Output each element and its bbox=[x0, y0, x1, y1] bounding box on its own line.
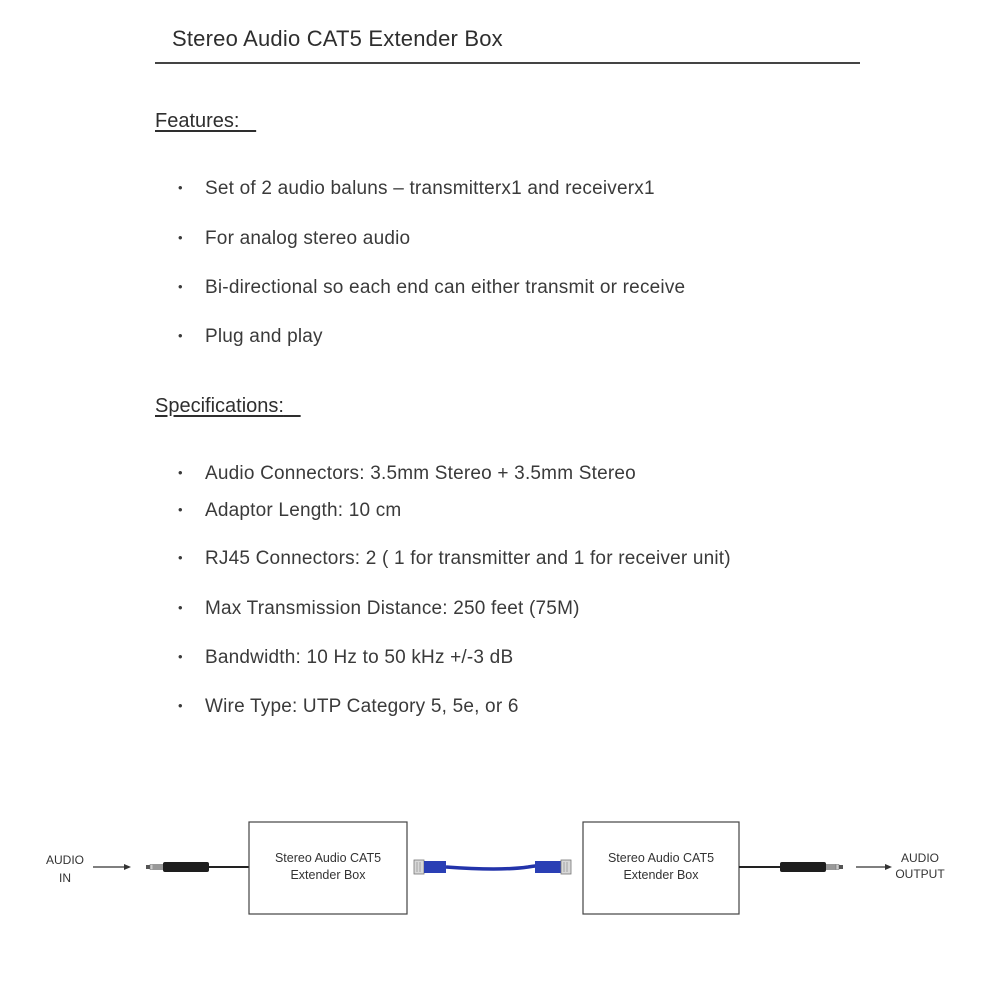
specifications-item: • Audio Connectors: 3.5mm Stereo + 3.5mm Stereo bbox=[178, 463, 636, 484]
bullet-icon: • bbox=[178, 328, 183, 343]
features-item: • Set of 2 audio baluns – transmitterx1 and receiverx1 bbox=[178, 178, 655, 199]
left-box-label-line1: Stereo Audio CAT5 bbox=[274, 851, 382, 865]
bullet-icon: • bbox=[178, 600, 183, 615]
right-box-label-line2: Extender Box bbox=[623, 868, 699, 882]
bullet-icon: • bbox=[178, 465, 183, 480]
features-item: • Bi-directional so each end can either transmit or receive bbox=[178, 277, 686, 298]
features-heading: Features: bbox=[155, 110, 240, 132]
connection-diagram bbox=[0, 800, 1000, 940]
audio-jack-plug-icon bbox=[780, 862, 843, 872]
audio-output-label-line1: AUDIO bbox=[900, 851, 940, 865]
specifications-item: • Bandwidth: 10 Hz to 50 kHz +/-3 dB bbox=[178, 647, 514, 668]
title-divider bbox=[155, 62, 860, 64]
bullet-icon: • bbox=[178, 180, 183, 195]
audio-output-label-line2: OUTPUT bbox=[895, 867, 945, 881]
specifications-heading: Specifications: bbox=[155, 395, 284, 417]
bullet-icon: • bbox=[178, 698, 183, 713]
specifications-item: • Max Transmission Distance: 250 feet (75M) bbox=[178, 598, 580, 619]
specifications-item: • Adaptor Length: 10 cm bbox=[178, 500, 402, 521]
right-box-label-line1: Stereo Audio CAT5 bbox=[607, 851, 715, 865]
audio-in-label-line1: AUDIO bbox=[45, 853, 85, 867]
bullet-icon: • bbox=[178, 649, 183, 664]
arrow-right-icon bbox=[93, 864, 131, 870]
bullet-icon: • bbox=[178, 279, 183, 294]
audio-in-label-line2: IN bbox=[59, 871, 71, 885]
bullet-icon: • bbox=[178, 230, 183, 245]
rj45-plug-left-icon bbox=[414, 860, 446, 874]
features-item: • Plug and play bbox=[178, 326, 323, 347]
audio-jack-plug-icon bbox=[146, 862, 209, 872]
features-item: • For analog stereo audio bbox=[178, 228, 411, 249]
left-box-label-line2: Extender Box bbox=[290, 868, 366, 882]
specifications-item: • Wire Type: UTP Category 5, 5e, or 6 bbox=[178, 696, 519, 717]
rj45-plug-right-icon bbox=[535, 860, 571, 874]
bullet-icon: • bbox=[178, 550, 183, 565]
specifications-item: • RJ45 Connectors: 2 ( 1 for transmitter and 1 for receiver unit) bbox=[178, 548, 731, 569]
arrow-right-icon bbox=[856, 864, 892, 870]
bullet-icon: • bbox=[178, 502, 183, 517]
page-title: Stereo Audio CAT5 Extender Box bbox=[172, 26, 503, 51]
